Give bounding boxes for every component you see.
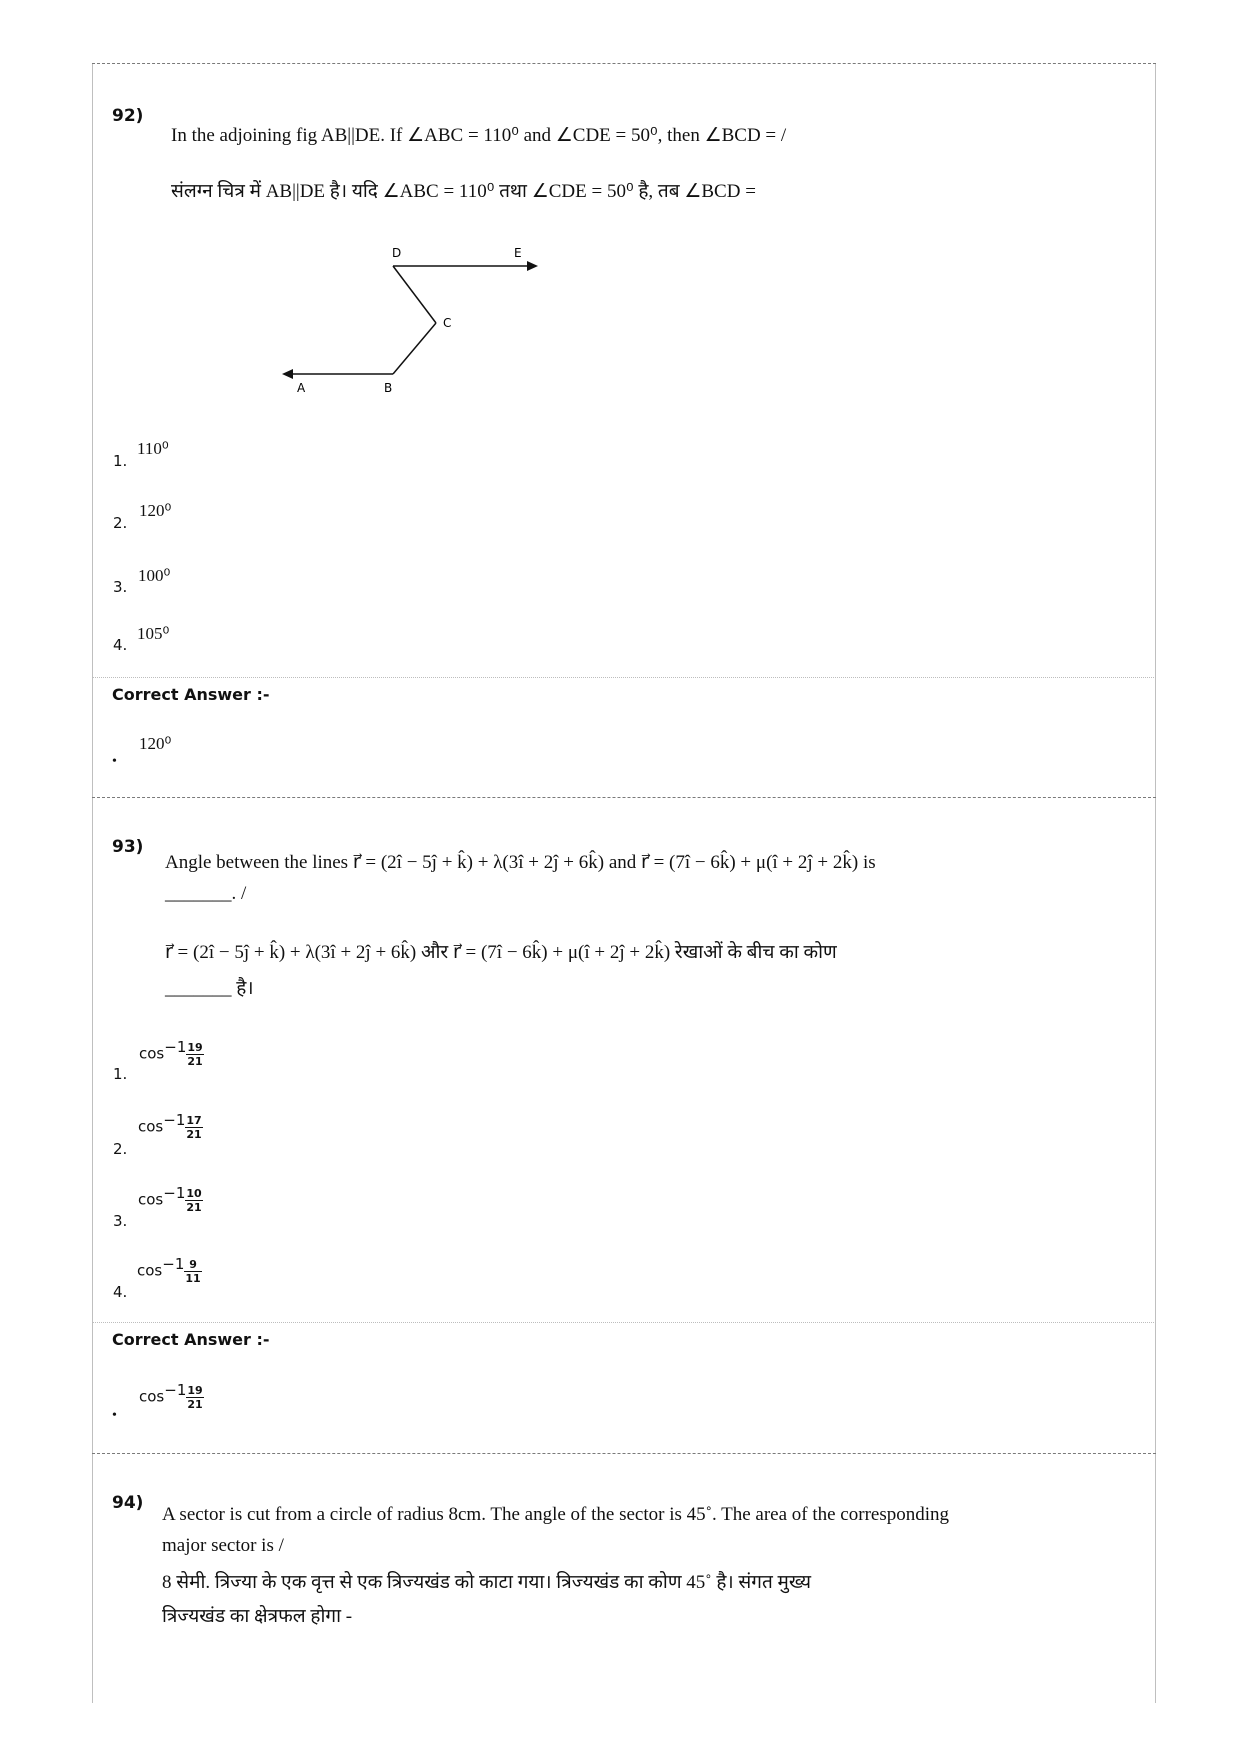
label-a: A: [297, 381, 306, 395]
question-text-english: Angle between the lines r⃗ = (2î − 5ĵ + k̂) + λ(3î + 2ĵ + 6k̂) and r⃗ = (7î − 6k̂) + μ(î + 2ĵ + 2k̂) is: [165, 852, 876, 873]
label-d: D: [392, 246, 402, 260]
cos-label: cos: [137, 1261, 163, 1280]
option-value: [139, 1038, 204, 1068]
question-number: 94): [112, 1493, 144, 1513]
question-number: 92): [112, 106, 144, 126]
inverse-superscript: −1: [163, 1184, 186, 1202]
label-e: E: [514, 246, 522, 260]
question-text-hindi-cont: त्रिज्यखंड का क्षेत्रफल होगा -: [162, 1606, 353, 1627]
option-number: 4.: [113, 636, 128, 654]
option-number: 3.: [113, 1212, 128, 1230]
cos-label: cos: [138, 1117, 164, 1136]
line-cb: [393, 323, 436, 374]
question-separator: [92, 63, 1156, 64]
question-separator: [92, 797, 1156, 798]
fraction: $\frac{19}{21}$: [187, 1041, 203, 1069]
question-text-english: In the adjoining fig AB||DE. If ∠ABC = 110⁰ and ∠CDE = 50⁰, then ∠BCD = /: [171, 125, 787, 146]
option-value: 100⁰: [138, 566, 171, 585]
correct-answer-label: Correct Answer :-: [112, 1330, 270, 1349]
option-value: 120⁰: [139, 501, 172, 520]
option-value: [138, 1111, 203, 1141]
cos-label: cos: [139, 1387, 165, 1406]
option-value: [137, 1255, 202, 1285]
inverse-superscript: −1: [163, 1111, 186, 1129]
fraction: $\frac{9}{11}$: [185, 1258, 201, 1286]
arrow-a-icon: [282, 369, 293, 379]
cos-label: cos: [138, 1190, 164, 1209]
question-number: 93): [112, 837, 144, 857]
option-number: 4.: [113, 1283, 128, 1301]
question-text-hindi: r⃗ = (2î − 5ĵ + k̂) + λ(3î + 2ĵ + 6k̂) और r⃗ = (7î − 6k̂) + μ(î + 2ĵ + 2k̂) रेखाओं के बीच का कोण: [165, 942, 837, 963]
correct-answer-value: [139, 1381, 204, 1411]
label-b: B: [384, 381, 393, 395]
option-number: 1.: [113, 1065, 128, 1083]
option-number: 2.: [113, 514, 128, 532]
inverse-superscript: −1: [162, 1255, 185, 1273]
question-blank-hindi: _______ है।: [165, 978, 254, 999]
bullet-icon: •: [112, 1408, 117, 1423]
question-text-english-cont: major sector is /: [162, 1535, 284, 1556]
answer-separator: [92, 677, 1156, 678]
question-text-english: A sector is cut from a circle of radius 8cm. The angle of the sector is 45˚. The area of the corresponding: [162, 1504, 949, 1525]
option-value: [138, 1184, 203, 1214]
fraction: $\frac{17}{21}$: [186, 1114, 202, 1142]
arrow-e-icon: [527, 261, 538, 271]
option-value: 105⁰: [137, 624, 170, 643]
question-blank: _______. /: [165, 883, 247, 904]
option-number: 3.: [113, 578, 128, 596]
correct-answer-label: Correct Answer :-: [112, 685, 270, 704]
answer-separator: [92, 1322, 1156, 1323]
option-number: 2.: [113, 1140, 128, 1158]
question-text-hindi: 8 सेमी. त्रिज्या के एक वृत्त से एक त्रिज्यखंड को काटा गया। त्रिज्यखंड का कोण 45˚ है। संगत मुख्य: [162, 1572, 812, 1593]
page-frame: [92, 63, 1156, 1703]
question-text-hindi: संलग्न चित्र में AB||DE है। यदि ∠ABC = 110⁰ तथा ∠CDE = 50⁰ है, तब ∠BCD =: [171, 181, 756, 202]
cos-label: cos: [139, 1044, 165, 1063]
option-number: 1.: [113, 452, 128, 470]
fraction: $\frac{19}{21}$: [187, 1384, 203, 1412]
parallel-lines-figure: [270, 240, 550, 400]
correct-answer-value: 120⁰: [139, 734, 172, 753]
label-c: C: [443, 316, 452, 330]
inverse-superscript: −1: [164, 1038, 187, 1056]
bullet-icon: •: [112, 754, 117, 769]
option-value: 110⁰: [137, 439, 169, 458]
question-separator: [92, 1453, 1156, 1454]
line-dc: [393, 266, 436, 323]
fraction: $\frac{10}{21}$: [186, 1187, 202, 1215]
inverse-superscript: −1: [164, 1381, 187, 1399]
